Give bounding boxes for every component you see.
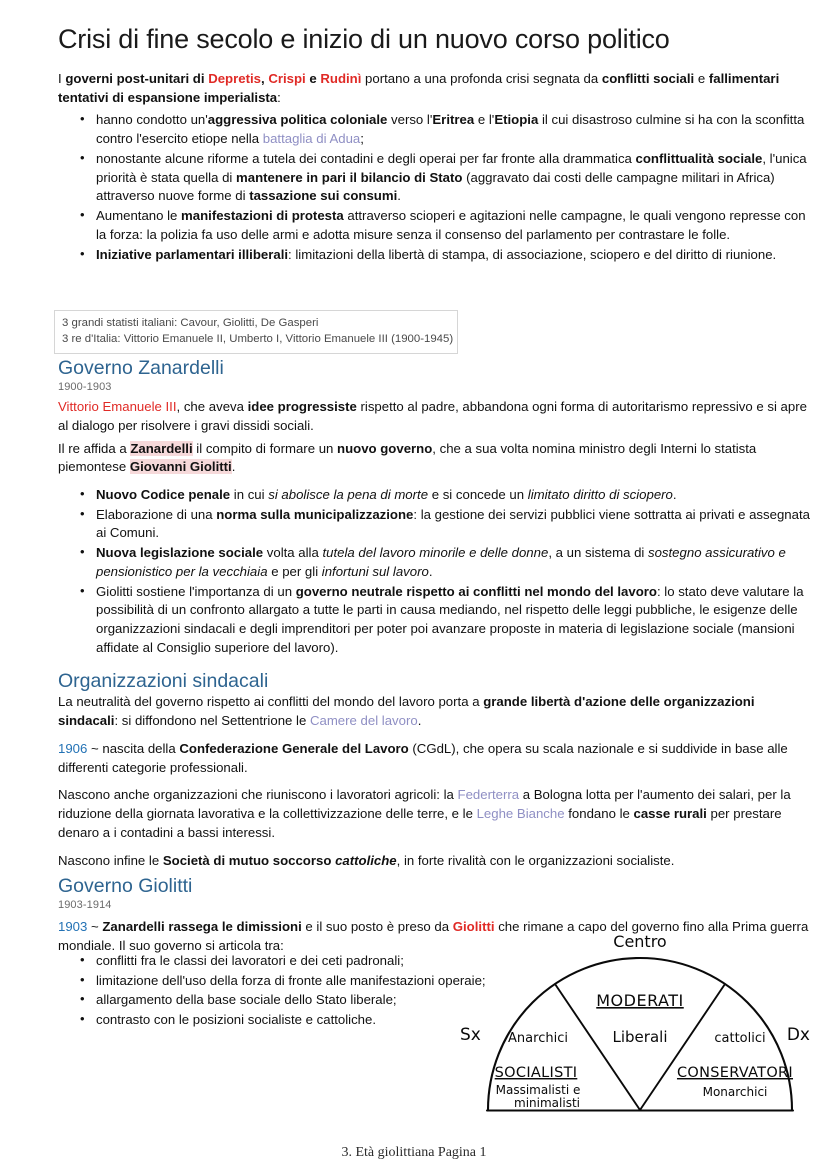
note-box xyxy=(54,310,458,354)
bullet-bold: governo neutrale rispetto ai conflitti nel mondo del lavoro xyxy=(295,583,657,599)
section-organizzazioni-sindacali xyxy=(58,670,810,874)
bullet-italic: si abolisce la pena di morte xyxy=(268,486,429,502)
bullet-bold: Iniziative parlamentari illiberali xyxy=(96,246,289,262)
intro-lead xyxy=(58,70,810,107)
list-item xyxy=(96,583,810,658)
king-vittorio-emanuele-iii: Vittorio Emanuele III xyxy=(58,399,177,415)
intro-bullet-list xyxy=(58,111,810,264)
para-text: che rimane a capo del governo fino alla Prima guerra mondiale. Il suo governo si articola tra: xyxy=(58,919,809,953)
bullet-italic: infortuni sul lavoro xyxy=(321,563,429,579)
list-item xyxy=(96,150,810,206)
section-governo-giolitti xyxy=(58,875,528,916)
para-bold-italic: cattoliche xyxy=(335,852,397,868)
bullet-text: : lo stato deve valutare la possibilità di un confronto allargato a tutte le parti in causa mediando, nel rispetto delle leggi pubbliche, le esigenze delle organizzazioni sindacali e degli imprenditori per poter poi avanzare proposte in materia di legislazione sociale (mansioni affidate al Consiglio superiore del lavoro). xyxy=(96,583,804,655)
para-text: Nascono infine le xyxy=(58,852,163,868)
list-item xyxy=(96,544,810,581)
sindacali-paragraph-1 xyxy=(58,693,810,730)
list-item xyxy=(96,207,810,244)
para-bold: Società di mutuo soccorso xyxy=(162,852,336,868)
para-text: , in forte rivalità con le organizzazioni socialiste. xyxy=(396,852,675,868)
highlight-giovanni-giolitti: Giovanni Giolitti xyxy=(129,459,232,475)
zanardelli-paragraph-1 xyxy=(58,398,810,435)
bullet-text: in cui xyxy=(230,486,269,502)
statesman-giolitti: Giolitti xyxy=(452,919,495,934)
intro-lead-bold: governi post-unitari di xyxy=(65,71,209,86)
bullet-bold: Nuova legislazione sociale xyxy=(96,545,264,561)
para-text: e il suo posto è preso da xyxy=(301,919,453,934)
para-text: . xyxy=(231,459,236,475)
section-governo-zanardelli xyxy=(58,357,810,664)
diagram-label-socialisti: SOCIALISTI xyxy=(494,1065,578,1081)
section-heading-giolitti: Governo Giolitti xyxy=(58,875,193,897)
diagram-label-cattolici: cattolici xyxy=(714,1031,766,1046)
list-item xyxy=(96,506,810,543)
section-years-zanardelli: 1900-1903 xyxy=(58,381,112,394)
para-bold: Confederazione Generale del Lavoro xyxy=(179,740,409,756)
para-text: il compito di formare un xyxy=(192,440,338,456)
bullet-text: nonostante alcune riforme a tutela dei contadini e degli operai per far fronte alla drammatica xyxy=(96,150,636,166)
bullet-bold: conflittualità sociale xyxy=(635,150,763,166)
bullet-text: e si concede un xyxy=(428,486,528,502)
statesman-crispi: Crispi xyxy=(268,71,306,86)
para-bold: casse rurali xyxy=(633,806,707,822)
bullet-text: . xyxy=(672,486,677,502)
intro-bold-tentativi: fallimentari tentativi di espansione imperialista xyxy=(58,71,780,105)
para-text: . xyxy=(417,713,422,729)
year-1903: 1903 xyxy=(58,919,88,934)
sindacali-paragraph-2 xyxy=(58,740,810,777)
diagram-label-moderati: MODERATI xyxy=(596,991,684,1010)
bullet-text: . xyxy=(397,188,401,204)
diagram-label-liberali: Liberali xyxy=(612,1028,668,1046)
statesman-depretis: Depretis xyxy=(208,71,261,86)
link-federterra[interactable]: Federterra xyxy=(457,787,520,803)
list-item xyxy=(96,486,810,505)
bullet-text: e l' xyxy=(474,112,495,128)
para-text: rispetto al padre, abbandona ogni forma di autoritarismo repressivo e si apre al dialogo per risolvere i gravi dissidi sociali. xyxy=(58,399,807,433)
bullet-text: ; xyxy=(360,131,364,147)
para-bold: grande libertà d'azione delle organizzazioni sindacali xyxy=(58,694,755,729)
page-title: Crisi di fine secolo e inizio di un nuovo corso politico xyxy=(58,24,670,54)
page-footer: 3. Età giolittiana Pagina 1 xyxy=(341,1145,487,1160)
intro-lead-end: : xyxy=(277,89,281,105)
bullet-text: : la gestione dei servizi pubblici viene sottratta ai privati e assegnata ai Comuni. xyxy=(96,506,810,541)
bullet-bold: Etiopia xyxy=(494,112,539,128)
zanardelli-paragraph-2 xyxy=(58,440,810,477)
section-heading-sindacali: Organizzazioni sindacali xyxy=(58,670,269,692)
highlight-zanardelli: Zanardelli xyxy=(130,440,193,456)
para-text: a Bologna lotta per l'aumento dei salari, per la riduzione della giornata lavorativa e la collettivizzazione delle terre, e le xyxy=(58,787,791,822)
diagram-label-sx: Sx xyxy=(460,1025,481,1045)
diagram-label-massimalisti: Massimalisti e xyxy=(495,1083,581,1097)
note-line-re: 3 re d'Italia: Vittorio Emanuele II, Umberto I, Vittorio Emanuele III (1900-1945) xyxy=(62,332,454,345)
bullet-text: hanno condotto un' xyxy=(96,112,208,128)
intro-sep-1: , xyxy=(260,71,269,86)
intro-lead-mid-2: e xyxy=(694,71,709,86)
bullet-text: , l'unica priorità è stata quella di xyxy=(96,150,807,185)
bullet-text: : limitazioni della libertà di stampa, di associazione, sciopero e del diritto di riunione. xyxy=(288,246,777,262)
bullet-text: attraverso scioperi e agitazioni nelle campagne, le quali vengono represse con la forza: la polizia fa uso delle armi e adotta misure senza il consenso del parlamento per contrastare le folle. xyxy=(96,208,806,242)
parliament-hemicycle-diagram xyxy=(450,930,820,1130)
section-heading-zanardelli: Governo Zanardelli xyxy=(58,357,224,379)
diagram-label-minimalisti: minimalisti xyxy=(514,1096,580,1110)
intro-lead-prefix: I xyxy=(58,71,66,86)
para-bold: Zanardelli rassega le dimissioni xyxy=(102,919,302,934)
list-item: • allargamento della base sociale dello Stato liberale; xyxy=(96,991,488,1010)
para-text: ~ xyxy=(87,740,103,756)
para-bold: idee progressiste xyxy=(247,399,357,415)
intro-sep-2: e xyxy=(305,71,321,86)
list-item xyxy=(96,246,810,265)
bullet-italic: limitato diritto di sciopero xyxy=(527,486,673,502)
bullet-bold: norma sulla municipalizzazione xyxy=(216,506,414,522)
bullet-text: e per gli xyxy=(267,563,322,579)
link-battaglia-di-adua[interactable]: battaglia di Adua xyxy=(262,131,361,147)
bullet-text: il cui disastroso culmine si ha con la sconfitta contro l'esercito etiope nella xyxy=(96,112,805,147)
para-text: Nascono anche organizzazioni che riuniscono i lavoratori agricoli: la xyxy=(58,787,458,803)
para-text: , che a sua volta nomina ministro degli Interni lo statista piemontese xyxy=(58,440,757,475)
bullet-text: . xyxy=(428,563,433,579)
para-text: : si diffondono nel Settentrione le xyxy=(114,713,310,729)
bullet-italic: sostegno assicurativo e pensionistico per la vecchiaia xyxy=(96,545,786,579)
diagram-label-anarchici: Anarchici xyxy=(508,1031,568,1046)
bullet-bold: Eritrea xyxy=(432,112,475,128)
zanardelli-bullet-list xyxy=(58,486,810,658)
list-item: • conflitti fra le classi dei lavoratori e dei ceti padronali; xyxy=(96,952,488,971)
para-text: fondano le xyxy=(564,806,634,822)
year-1906: 1906 xyxy=(58,740,88,756)
sindacali-paragraph-4 xyxy=(58,852,810,871)
intro-lead-mid: portano a una profonda crisi segnata da xyxy=(361,71,602,86)
para-text: (CGdL), che opera su scala nazionale e si suddivide in base alle differenti categorie professionali. xyxy=(58,740,788,775)
bullet-italic: tutela del lavoro minorile e delle donne xyxy=(322,545,549,561)
bullet-text: volta alla xyxy=(263,545,323,561)
diagram-label-conservatori: CONSERVATORI xyxy=(676,1065,794,1081)
bullet-text: Elaborazione di una xyxy=(96,506,217,522)
intro-bold-conflitti: conflitti sociali xyxy=(601,71,695,86)
para-text: per prestare denaro a i contadini a bassi interessi. xyxy=(58,806,782,840)
bullet-text: (aggravato dai costi delle campagne militari in Africa) attraverso nuove forme di xyxy=(96,169,775,204)
giolitti-bullet-list xyxy=(58,952,488,1030)
para-text: La neutralità del governo rispetto ai conflitti del mondo del lavoro porta a xyxy=(58,694,484,710)
statesman-rudini: Rudinì xyxy=(320,71,362,86)
para-bold: nuovo governo xyxy=(337,440,433,456)
list-item: • contrasto con le posizioni socialiste e cattoliche. xyxy=(96,1011,488,1030)
bullet-text: , a un sistema di xyxy=(548,545,648,561)
sindacali-paragraph-3 xyxy=(58,786,810,842)
diagram-label-monarchici: Monarchici xyxy=(702,1085,768,1099)
diagram-label-centro: Centro xyxy=(613,932,667,951)
giolitti-bullets-wrap xyxy=(58,952,488,1031)
bullet-bold: Nuovo Codice penale xyxy=(96,486,231,502)
intro-section xyxy=(58,70,810,270)
para-text: nascita della xyxy=(102,740,180,756)
bullet-bold: manifestazioni di protesta xyxy=(181,208,344,224)
diagram-label-dx: Dx xyxy=(786,1025,810,1045)
link-leghe-bianche[interactable]: Leghe Bianche xyxy=(476,806,565,822)
list-item xyxy=(96,111,810,148)
bullet-text: Giolitti sostiene l'importanza di un xyxy=(96,583,296,599)
bullet-bold: mantenere in pari il bilancio di Stato xyxy=(236,169,463,185)
link-camere-del-lavoro[interactable]: Camere del lavoro xyxy=(309,713,418,729)
bullet-bold: tassazione sui consumi xyxy=(249,188,398,204)
para-text: , che aveva xyxy=(176,399,248,415)
bullet-text: verso l' xyxy=(387,112,433,128)
section-years-giolitti: 1903-1914 xyxy=(58,899,112,912)
para-text: Il re affida a xyxy=(58,440,131,456)
para-text: ~ xyxy=(87,919,103,934)
note-line-statisti: 3 grandi statisti italiani: Cavour, Giolitti, De Gasperi xyxy=(62,317,319,329)
bullet-bold: aggressiva politica coloniale xyxy=(207,112,388,128)
bullet-text: Aumentano le xyxy=(96,208,182,224)
list-item: • limitazione dell'uso della forza di fronte alle manifestazioni operaie; xyxy=(96,972,488,991)
